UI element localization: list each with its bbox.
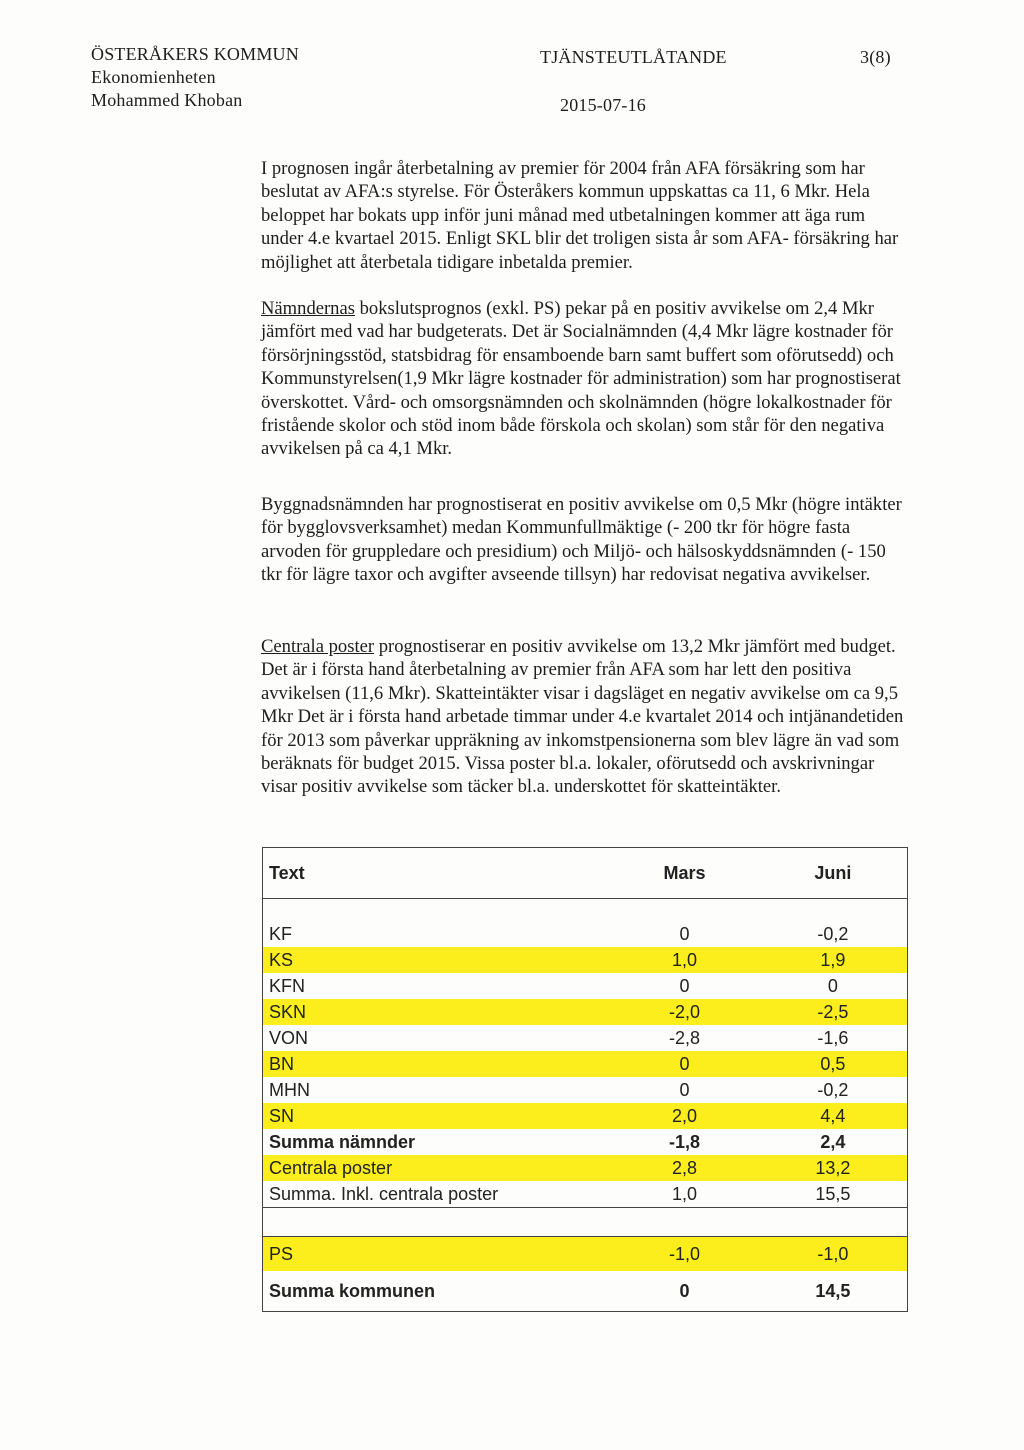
- table-row: Centrala poster 2,8 13,2: [263, 1155, 908, 1181]
- header-left: [91, 43, 299, 112]
- table-header-row: [263, 848, 908, 899]
- paragraph-centrala-lead: Centrala poster: [261, 636, 375, 657]
- table-row-summa-namnder: Summa nämnder -1,8 2,4: [269, 1131, 846, 1152]
- paragraph-afa: [261, 157, 911, 274]
- paragraph-centrala-poster: [261, 635, 911, 799]
- table-row: KFN 0 0: [269, 975, 838, 996]
- document-type: TJÄNSTEUTLÅTANDE: [540, 47, 727, 67]
- page-number: 3(8): [860, 47, 891, 67]
- table-row: SN 2,0 4,4: [263, 1103, 908, 1129]
- table-row-summa-kommunen: Summa kommunen 0 14,5: [269, 1280, 851, 1301]
- table-row: Summa. Inkl. centrala poster 1,0 15,5: [269, 1183, 851, 1204]
- table-row: PS -1,0 -1,0: [263, 1237, 908, 1272]
- paragraph-namnderna: [261, 297, 911, 461]
- table-row: MHN 0 -0,2: [269, 1079, 849, 1100]
- document-date: 2015-07-16: [560, 95, 646, 115]
- paragraph-afa-text: I prognosen ingår återbetalning av premier för 2004 från AFA försäkring som har beslutat av AFA:s styrelse. För Österåkers kommun uppskattas ca 11, 6 Mkr. Hela beloppet har bokats upp inför juni månad med utbetalningen kommer att äga rum under 4.e kvartael 2015. Enligt SKL blir det troligen sista år som AFA- försäkring har möjlighet att återbetala tidigare inbetalda premier.: [261, 158, 899, 273]
- column-header-mars: Mars: [610, 848, 758, 899]
- forecast-table: [262, 847, 908, 1312]
- department: Ekonomienheten: [91, 67, 216, 87]
- paragraph-byggnadsnamnden-text: Byggnadsnämnden har prognostiserat en positiv avvikelse om 0,5 Mkr (högre intäkter för bygglovsverksamhet) medan Kommunfullmäktige (- 200 tkr för högre fasta arvoden för gruppledare och presidium) och Miljö- och hälsoskyddsnämnden (- 150 tkr för lägre taxor och avgifter avseende tillsyn) har redovisat negativa avvikelser.: [261, 494, 902, 586]
- table-row: BN 0 0,5: [263, 1051, 908, 1077]
- table-row: VON -2,8 -1,6: [269, 1027, 849, 1048]
- author: Mohammed Khoban: [91, 90, 243, 110]
- paragraph-namnderna-lead: Nämndernas: [261, 298, 355, 319]
- paragraph-byggnadsnamnden: [261, 493, 911, 587]
- table-row: KS 1,0 1,9: [263, 947, 908, 973]
- org-name: ÖSTERÅKERS KOMMUN: [91, 44, 299, 64]
- column-header-text: Text: [263, 848, 611, 899]
- column-header-juni: Juni: [759, 848, 908, 899]
- table-row: SKN -2,0 -2,5: [263, 999, 908, 1025]
- paragraph-centrala-text: prognostiserar en positiv avvikelse om 13,2 Mkr jämfört med budget. Det är i första hand återbetalning av premier från AFA som har lett den positiva avvikelsen (11,6 Mkr). Skatteintäkter visar i dagsläget en negativ avvikelse om ca 9,5 Mkr Det är i första hand arbetade timmar under 4.e kvartalet 2014 och intjänandetiden för 2013 som påverkar uppräkning av inkomstpensionerna som blev lägre än vad som beräknats för budget 2015. Vissa poster bl.a. lokaler, oförutsedd och avskrivningar visar positiv avvikelse som täcker bl.a. underskottet för skatteintäkter.: [261, 636, 904, 798]
- table-row: KF 0 -0,2: [269, 923, 849, 944]
- paragraph-namnderna-text: bokslutsprognos (exkl. PS) pekar på en positiv avvikelse om 2,4 Mkr jämfört med vad har budgeterats. Det är Socialnämnden (4,4 Mkr lägre kostnader för försörjningsstöd, statsbidrag för ensamboende barn samt buffert som oförutsedd) och Kommunstyrelsen(1,9 Mkr lägre kostnader för administration) som har prognostiserat överskottet. Vård- och omsorgsnämnden och skolnämnden (högre lokalkostnader för fristående skolor och stöd inom både förskola och skolan) som står för den negativa avvikelsen på ca 4,1 Mkr.: [261, 298, 901, 460]
